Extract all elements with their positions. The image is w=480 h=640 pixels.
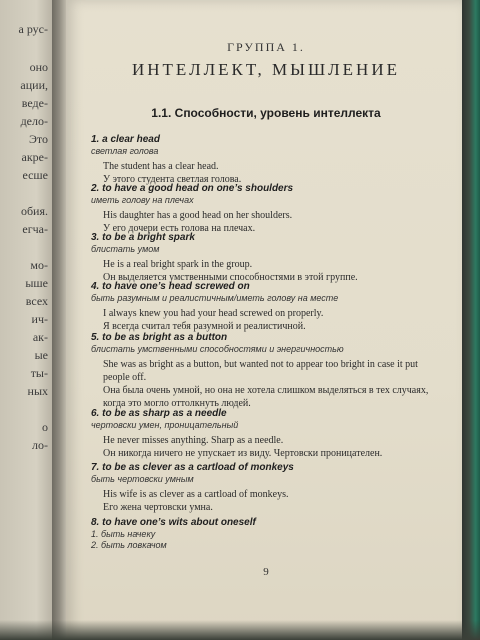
entry-4 xyxy=(91,281,441,333)
entry-head: 2. to have a good head on one’s shoulders xyxy=(91,183,294,194)
left-page-text-fragment: а рус- xyxy=(18,22,48,36)
left-page-text-fragment: егча- xyxy=(22,222,48,236)
left-page-text-fragment: ных xyxy=(27,384,48,398)
left-page-text-fragment: всех xyxy=(25,294,48,308)
entry-head: 3. to be a bright spark xyxy=(91,232,195,243)
entry-translation: быть чертовски умным xyxy=(91,474,194,484)
example-en: His wife is as clever as a cartload of monkeys. xyxy=(103,489,289,500)
bottom-shadow xyxy=(0,620,480,640)
left-page-text-fragment: ые xyxy=(34,348,48,362)
entry-translation: блистать умом xyxy=(91,244,160,254)
chapter-title: ИНТЕЛЛЕКТ, МЫШЛЕНИЕ xyxy=(131,60,400,79)
book-gutter xyxy=(52,0,66,640)
book-page xyxy=(66,0,462,640)
entry-head: 4. to have one’s head screwed on xyxy=(91,281,250,292)
entry-translation: чертовски умен, проницательный xyxy=(91,420,239,430)
left-page-text-fragment: веде- xyxy=(21,96,48,110)
page-number: 9 xyxy=(263,566,269,578)
left-page-text-fragment: мо- xyxy=(30,258,48,272)
entry-translation: быть разумным и реалистичным/иметь голову на месте xyxy=(91,293,339,303)
example-en: He never misses anything. Sharp as a needle. xyxy=(103,435,284,446)
example-ru: Она была очень умной, но она не хотела слишком выделяться в тех случаях, когда это могло оттолкнуть людей. xyxy=(103,385,429,409)
left-page xyxy=(0,0,52,640)
entry-2 xyxy=(91,183,441,235)
entry-translation: блистать умственными способностями и энергичностью xyxy=(91,344,344,354)
left-page-text-fragment: ации, xyxy=(20,78,48,92)
example-en: I always knew you had your head screwed on properly. xyxy=(103,308,324,319)
section-title: 1.1. Способности, уровень интеллекта xyxy=(151,106,381,120)
entry-5 xyxy=(91,332,441,410)
example-ru: У этого студента светлая голова. xyxy=(103,174,242,185)
left-page-text-fragment: есше xyxy=(22,168,48,182)
entry-head: 8. to have one’s wits about oneself xyxy=(91,517,256,528)
entry-1 xyxy=(91,134,441,186)
example-ru: Он никогда ничего не упускает из виду. Чертовски проницателен. xyxy=(103,448,383,459)
left-page-text-fragment: о xyxy=(42,420,48,434)
entry-7 xyxy=(91,462,441,514)
entry-head: 1. a clear head xyxy=(91,134,160,145)
example-en: He is a real bright spark in the group. xyxy=(103,259,253,270)
example-en: She was as bright as a button, but wanted not to appear too bright in case it put people off. xyxy=(103,359,418,383)
example-ru: Его жена чертовски умна. xyxy=(103,502,213,513)
entry-translation-2: 2. быть ловкачом xyxy=(91,540,167,550)
book-edge xyxy=(462,0,480,640)
example-ru: У его дочери есть голова на плечах. xyxy=(103,223,256,234)
left-page-text-fragment: ыше xyxy=(25,276,48,290)
entry-head: 5. to be as bright as a button xyxy=(91,332,228,343)
example-en: His daughter has a good head on her shoulders. xyxy=(103,210,293,221)
entry-translation: 1. быть начеку xyxy=(91,529,156,539)
left-page-text-fragment: Это xyxy=(28,132,48,146)
left-page-text-fragment: акре- xyxy=(21,150,48,164)
left-page-text-fragment: ты- xyxy=(30,366,48,380)
example-ru: Он выделяется умственными способностями в этой группе. xyxy=(103,272,358,283)
entry-8 xyxy=(91,517,441,551)
example-en: The student has a clear head. xyxy=(103,161,219,172)
left-page-text-fragment: ло- xyxy=(32,438,48,452)
entry-3 xyxy=(91,232,441,284)
left-page-text-fragment: дело- xyxy=(20,114,48,128)
entry-translation: светлая голова xyxy=(91,146,159,156)
entry-translation: иметь голову на плечах xyxy=(91,195,194,205)
entry-head: 7. to be as clever as a cartload of monkeys xyxy=(91,462,294,473)
example-ru: Я всегда считал тебя разумной и реалистичной. xyxy=(103,321,306,332)
group-label: ГРУППА 1. xyxy=(227,40,305,54)
left-page-text-fragment: обия. xyxy=(20,204,48,218)
entry-6 xyxy=(91,408,441,460)
left-page-text-fragment: ич- xyxy=(31,312,48,326)
left-page-text-fragment: ак- xyxy=(32,330,48,344)
entry-head: 6. to be as sharp as a needle xyxy=(91,408,227,419)
left-page-text-fragment: оно xyxy=(29,60,48,74)
